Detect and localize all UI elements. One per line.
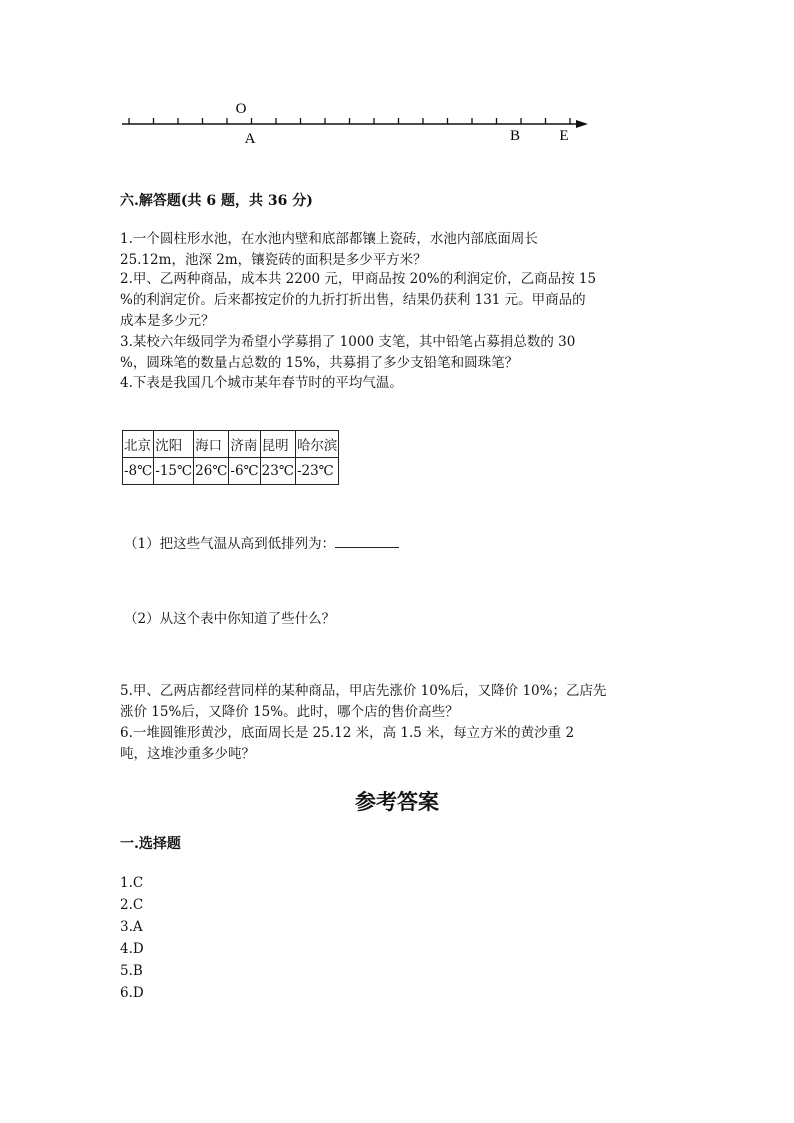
table-cell: -23℃ xyxy=(295,458,339,485)
table-cell: 23℃ xyxy=(260,458,295,485)
label-e: E xyxy=(559,128,569,144)
question-6 xyxy=(120,723,680,765)
question-1-line-2: 25.12m，池深 2m，镶瓷砖的面积是多少平方米？ xyxy=(120,252,427,268)
number-line-ticks xyxy=(129,118,570,124)
question-5 xyxy=(120,681,680,723)
answer-blank[interactable] xyxy=(335,533,399,548)
question-4 xyxy=(120,373,680,394)
table-row xyxy=(123,431,339,458)
table-row xyxy=(123,458,339,485)
question-6-line-1: 6.一堆圆锥形黄沙，底面周长是 25.12 米，高 1.5 米，每立方米的黄沙重 2 xyxy=(120,725,575,741)
label-o: O xyxy=(235,101,247,117)
list-item: 4.D xyxy=(120,941,144,957)
question-2-line-2: %的利润定价。后来都按定价的九折打折出售，结果仍获利 131 元。甲商品的 xyxy=(120,292,586,308)
question-4-sub-1-text: （1）把这些气温从高到低排列为： xyxy=(124,536,336,552)
number-line-figure xyxy=(118,96,598,152)
temperature-table xyxy=(122,430,339,485)
table-header-cell: 沈阳 xyxy=(154,431,194,458)
label-b: B xyxy=(509,128,521,144)
question-2 xyxy=(120,269,680,332)
table-header-cell: 昆明 xyxy=(260,431,295,458)
question-4-sub-1 xyxy=(124,532,399,552)
list-item: 3.A xyxy=(120,919,143,935)
list-item: 6.D xyxy=(120,985,144,1001)
table-cell: -6℃ xyxy=(229,458,260,485)
question-5-line-1: 5.甲、乙两店都经营同样的某种商品，甲店先涨价 10%后，又降价 10%；乙店先 xyxy=(120,683,607,699)
number-line xyxy=(118,96,598,152)
table-header-cell: 济南 xyxy=(229,431,260,458)
section-6-title: 六.解答题(共 6 题，共 36 分) xyxy=(120,193,313,209)
answers-title: 参考答案 xyxy=(355,789,439,814)
list-item: 2.C xyxy=(120,897,144,913)
question-3-line-2: %，圆珠笔的数量占总数的 15%，共募捐了多少支铅笔和圆珠笔？ xyxy=(120,355,519,371)
table-cell: 26℃ xyxy=(194,458,229,485)
question-2-line-3: 成本是多少元？ xyxy=(120,313,215,329)
question-4-text: 4.下表是我国几个城市某年春节时的平均气温。 xyxy=(120,375,403,391)
number-line-arrow-icon xyxy=(576,120,588,128)
list-item: 1.C xyxy=(120,875,144,891)
question-6-line-2: 吨，这堆沙重多少吨？ xyxy=(120,746,255,762)
table-cell: -15℃ xyxy=(154,458,194,485)
table-header-cell: 哈尔滨 xyxy=(295,431,339,458)
question-2-line-1: 2.甲、乙两种商品，成本共 2200 元，甲商品按 20%的利润定价，乙商品按 15 xyxy=(120,271,597,287)
label-a: A xyxy=(244,131,256,147)
question-5-line-2: 涨价 15%后，又降价 15%。此时，哪个店的售价高些？ xyxy=(120,704,459,720)
list-item: 5.B xyxy=(120,963,143,979)
table-header-cell: 海口 xyxy=(194,431,229,458)
question-3 xyxy=(120,332,680,374)
question-1-line-1: 1.一个圆柱形水池，在水池内壁和底部都镶上瓷砖，水池内部底面周长 xyxy=(120,231,538,247)
table-header-cell: 北京 xyxy=(123,431,154,458)
answer-list xyxy=(120,872,144,1004)
question-1 xyxy=(120,229,680,271)
question-3-line-1: 3.某校六年级同学为希望小学募捐了 1000 支笔，其中铅笔占募捐总数的 30 xyxy=(120,334,576,350)
answers-section-1-title: 一.选择题 xyxy=(120,836,181,852)
question-4-sub-2: （2）从这个表中你知道了些什么？ xyxy=(124,611,336,627)
table-cell: -8℃ xyxy=(123,458,154,485)
